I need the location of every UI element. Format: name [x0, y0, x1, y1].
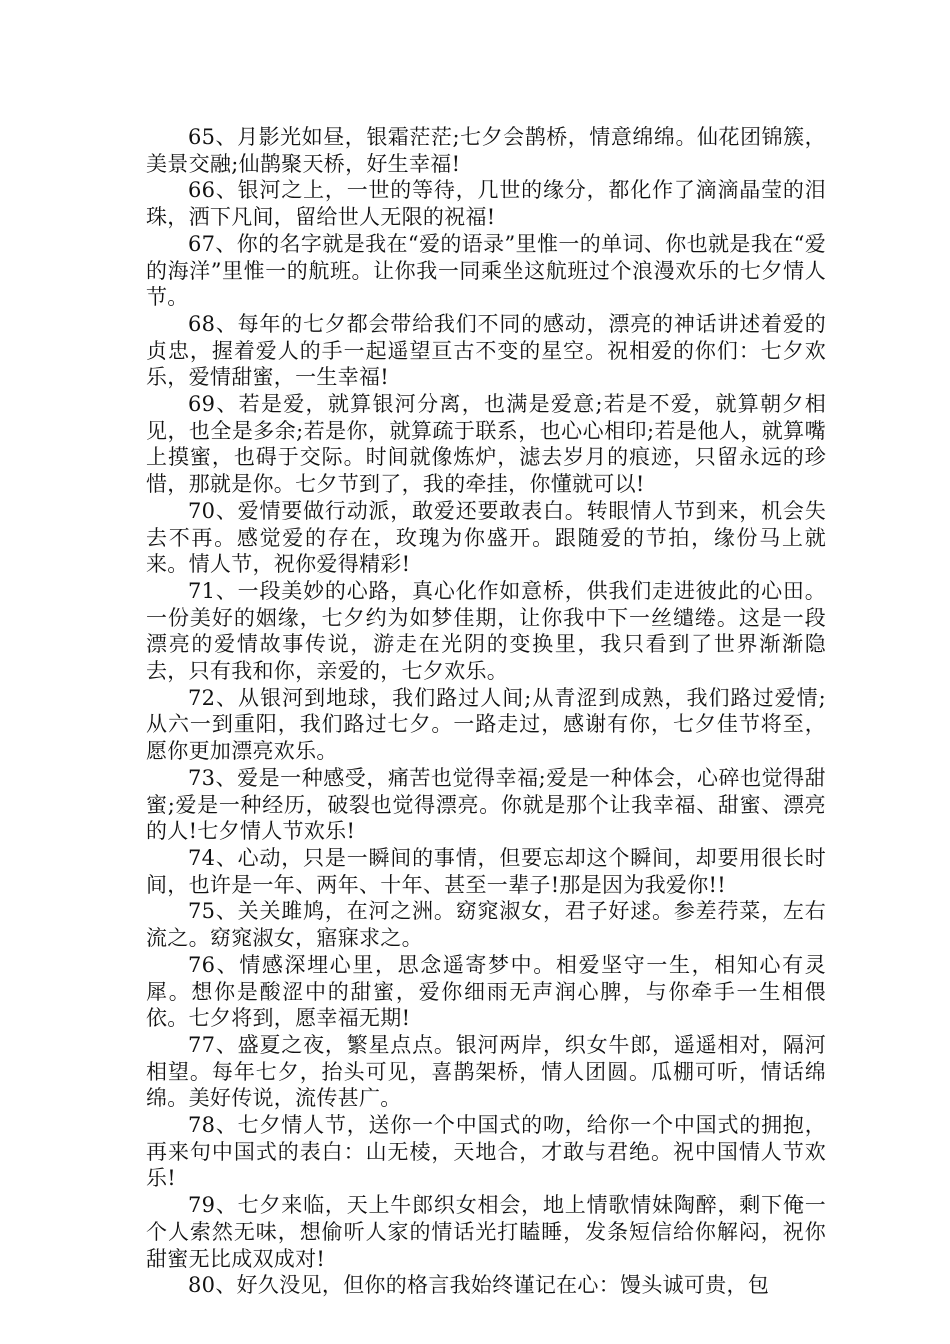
paragraph-74: 74、心动，只是一瞬间的事情，但要忘却这个瞬间，却要用很长时间，也许是一年、两年、十年、甚至一辈子!那是因为我爱你!!	[146, 845, 826, 897]
paragraph-67: 67、你的名字就是我在“爱的语录”里惟一的单词、你也就是我在“爱的海洋”里惟一的航班。让你我一同乘坐这航班过个浪漫欢乐的七夕情人节。	[146, 231, 826, 310]
paragraph-65: 65、月影光如昼，银霜茫茫;七夕会鹊桥，情意绵绵。仙花团锦簇，美景交融;仙鹊聚天桥，好生幸福!	[146, 125, 826, 176]
paragraph-73: 73、爱是一种感受，痛苦也觉得幸福;爱是一种体会，心碎也觉得甜蜜;爱是一种经历，破裂也觉得漂亮。你就是那个让我幸福、甜蜜、漂亮的人!七夕情人节欢乐!	[146, 765, 826, 844]
paragraph-79: 79、七夕来临，天上牛郎织女相会，地上情歌情妹陶醉，剩下俺一个人索然无味，想偷听人家的情话光打瞌睡，发条短信给你解闷，祝你甜蜜无比成双成对!	[146, 1193, 826, 1271]
paragraph-78: 78、七夕情人节，送你一个中国式的吻，给你一个中国式的拥抱，再来句中国式的表白：山无棱，天地合，才敢与君绝。祝中国情人节欢乐!	[146, 1113, 826, 1191]
paragraph-77: 77、盛夏之夜，繁星点点。银河两岸，织女牛郎，遥遥相对，隔河相望。每年七夕，抬头可见，喜鹊架桥，情人团圆。瓜棚可听，情话绵绵。美好传说，流传甚广。	[146, 1032, 826, 1111]
paragraph-68: 68、每年的七夕都会带给我们不同的感动，漂亮的神话讲述着爱的贞忠，握着爱人的手一起遥望亘古不变的星空。祝相爱的你们：七夕欢乐，爱情甜蜜，一生幸福!	[146, 311, 826, 390]
paragraph-80: 80、好久没见，但你的格言我始终谨记在心：馒头诚可贵，包	[188, 1273, 770, 1298]
document-body	[146, 124, 826, 1299]
paragraph-66: 66、银河之上，一世的等待，几世的缘分，都化作了滴滴晶莹的泪珠，洒下凡间，留给世人无限的祝福!	[146, 178, 826, 230]
paragraph-69: 69、若是爱，就算银河分离，也满是爱意;若是不爱，就算朝夕相见，也全是多余;若是你，就算疏于联系，也心心相印;若是他人，就算嘴上摸蜜，也碍于交际。时间就像炼炉，滤去岁月的痕迹，只留永远的珍惜，那就是你。七夕节到了，我的牵挂，你懂就可以!	[146, 392, 826, 497]
paragraph-72: 72、从银河到地球，我们路过人间;从青涩到成熟，我们路过爱情;从六一到重阳，我们路过七夕。一路走过，感谢有你，七夕佳节将至，愿你更加漂亮欢乐。	[146, 685, 826, 764]
paragraph-71: 71、一段美妙的心路，真心化作如意桥，供我们走进彼此的心田。一份美好的姻缘，七夕约为如梦佳期，让你我中下一丝缱绻。这是一段漂亮的爱情故事传说，游走在光阴的变换里，我只看到了世界渐渐隐去，只有我和你，亲爱的，七夕欢乐。	[146, 578, 826, 684]
paragraph-76: 76、情感深埋心里，思念遥寄梦中。相爱坚守一生，相知心有灵犀。想你是酸涩中的甜蜜，爱你细雨无声润心脾，与你牵手一生相偎依。七夕将到，愿幸福无期!	[146, 952, 826, 1031]
paragraph-70: 70、爱情要做行动派，敢爱还要敢表白。转眼情人节到来，机会失去不再。感觉爱的存在，玫瑰为你盛开。跟随爱的节拍，缘份马上就来。情人节，祝你爱得精彩!	[146, 498, 826, 577]
paragraph-75: 75、关关雎鸠，在河之洲。窈窕淑女，君子好逑。参差荇菜，左右流之。窈窕淑女，寤寐求之。	[146, 899, 826, 951]
